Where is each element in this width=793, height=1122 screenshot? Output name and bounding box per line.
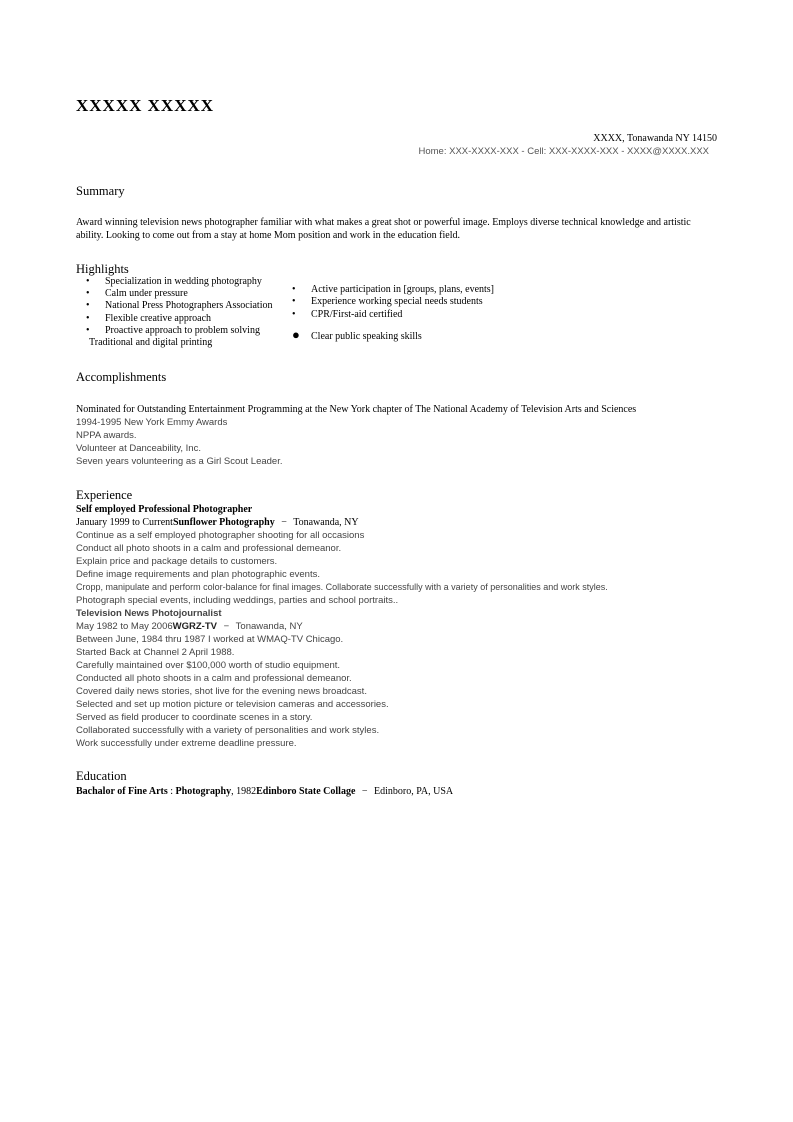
education-entry	[76, 785, 453, 798]
accomplishments-heading: Accomplishments	[76, 370, 167, 384]
school-location: Edinboro, PA, USA	[374, 786, 454, 797]
job-location: Tonawanda, NY	[293, 517, 359, 528]
highlight-item-extra: Traditional and digital printing	[89, 337, 213, 348]
job-duty: Collaborated successfully with a variety of personalities and work styles.	[76, 725, 380, 736]
accomplishment-item: Nominated for Outstanding Entertainment Programming at the New York chapter of The National Academy of Television Arts and Sciences	[76, 404, 637, 415]
degree-field: Photography	[175, 786, 232, 797]
job-duty: Define image requirements and plan photographic events.	[76, 569, 320, 580]
job-duty: Photograph special events, including weddings, parties and school portraits..	[76, 595, 399, 606]
job-duty: Conducted all photo shoots in a calm and professional demeanor.	[76, 673, 352, 684]
highlight-item: • Specialization in wedding photography	[86, 276, 262, 287]
bullet-icon: •	[292, 284, 296, 295]
job-dates: January 1999 to Current	[76, 517, 173, 528]
summary-heading: Summary	[76, 184, 125, 198]
bullet-icon: ●	[292, 327, 300, 342]
dash: −	[223, 621, 230, 632]
accomplishment-item: NPPA awards.	[76, 430, 137, 441]
job-location: Tonawanda, NY	[235, 621, 303, 632]
accomplishment-item: 1994-1995 New York Emmy Awards	[76, 417, 228, 428]
bullet-icon: •	[86, 313, 90, 324]
highlight-item: • Proactive approach to problem solving	[86, 325, 260, 336]
dash: −	[281, 517, 287, 528]
bullet-icon: •	[86, 325, 90, 336]
degree: Bachalor of Fine Arts	[76, 786, 168, 797]
highlight-item: • Flexible creative approach	[86, 313, 212, 324]
bullet-icon: •	[292, 309, 296, 320]
degree-separator: :	[167, 786, 176, 797]
highlight-item: • Active participation in [groups, plans, events]	[292, 284, 495, 295]
bullet-icon: •	[86, 288, 90, 299]
highlight-item: ● Clear public speaking skills	[292, 327, 422, 342]
bullet-icon: •	[292, 296, 296, 307]
job-duty: Served as field producer to coordinate scenes in a story.	[76, 712, 313, 723]
job-duty: Explain price and package details to customers.	[76, 556, 278, 567]
dash: −	[361, 786, 368, 797]
job-title: Television News Photojournalist	[76, 608, 222, 619]
accomplishment-item: Volunteer at Danceability, Inc.	[76, 443, 201, 454]
graduation-year: , 1982	[231, 786, 257, 797]
bullet-icon: •	[86, 300, 90, 311]
job-duty: Covered daily news stories, shot live for the evening news broadcast.	[76, 686, 367, 697]
highlights-heading: Highlights	[76, 262, 129, 276]
highlight-item: • Experience working special needs students	[292, 296, 483, 307]
job-duty: Selected and set up motion picture or television cameras and accessories.	[76, 699, 389, 710]
job-dates: May 1982 to May 2006	[76, 621, 173, 632]
job-duty: Work successfully under extreme deadline pressure.	[76, 738, 297, 749]
candidate-name: XXXXX XXXXX	[76, 96, 215, 115]
job-meta	[76, 620, 303, 633]
job-company: Sunflower Photography	[172, 517, 275, 528]
education-heading: Education	[76, 769, 127, 783]
job-duty: Conduct all photo shoots in a calm and professional demeanor.	[76, 543, 342, 554]
job-duty: Continue as a self employed photographer shooting for all occasions	[76, 530, 365, 541]
highlight-item: • Calm under pressure	[86, 288, 188, 299]
bullet-icon: •	[86, 276, 90, 287]
job-duty: Carefully maintained over $100,000 worth of studio equipment.	[76, 660, 341, 671]
job-duty: Started Back at Channel 2 April 1988.	[76, 647, 235, 658]
highlight-item: • National Press Photographers Association	[86, 300, 273, 311]
experience-heading: Experience	[76, 488, 133, 502]
school-name: Edinboro State Collage	[256, 786, 356, 797]
summary-line-2: ability. Looking to come out from a stay at home Mom position and work in the education field.	[76, 230, 460, 241]
contact-info: Home: XXX-XXXX-XXX - Cell: XXX-XXXX-XXX - XXXX@XXXX.XXX	[418, 146, 709, 157]
accomplishment-item: Seven years volunteering as a Girl Scout Leader.	[76, 456, 283, 467]
job-duty: Cropp, manipulate and perform color-balance for final images. Collaborate successfully with a variety of personalities and work styles.	[76, 582, 608, 592]
job-company: WGRZ-TV	[172, 621, 217, 632]
job-duty: Between June, 1984 thru 1987 I worked at WMAQ-TV Chicago.	[76, 634, 344, 645]
address: XXXX, Tonawanda NY 14150	[593, 133, 717, 144]
job-title: Self employed Professional Photographer	[76, 504, 253, 515]
summary-line-1: Award winning television news photographer familiar with what makes a great shot or powerful image. Employs diverse technical knowledge and artistic	[76, 217, 691, 228]
highlight-item: • CPR/First-aid certified	[292, 309, 403, 320]
job-meta	[76, 516, 359, 529]
